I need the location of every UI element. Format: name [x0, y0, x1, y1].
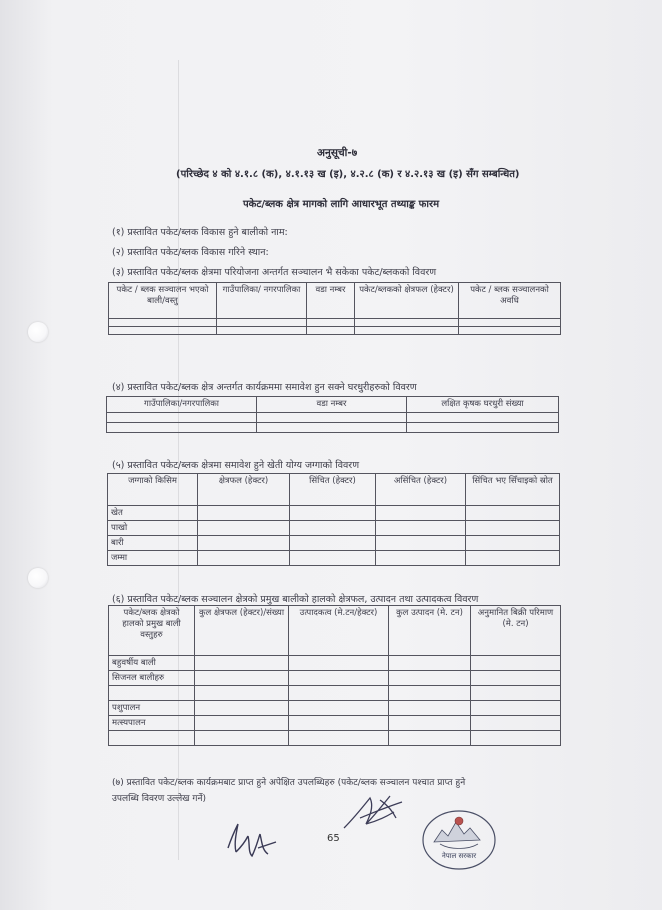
table6-header: पकेट/ब्लक क्षेत्रको हालको प्रमुख बाली वस्तुहरु	[109, 606, 195, 656]
table5-row-label: खेत	[108, 506, 198, 521]
table4-header: लक्षित कृषक घरधुरी संख्या	[407, 397, 559, 413]
table6-row-label: बहुवर्षीय बाली	[109, 656, 195, 671]
table-3-pocket-details	[108, 282, 561, 335]
table4-header: वडा नम्बर	[257, 397, 407, 413]
table5-header: सिंचित (हेक्टर)	[290, 474, 376, 506]
item-5: (५) प्रस्तावित पकेट/ब्लक क्षेत्रमा समावेश हुने खेती योग्य जग्गाको विवरण	[112, 460, 360, 471]
item-2: (२) प्रस्तावित पकेट/ब्लक विकास गरिने स्थान:	[112, 247, 269, 258]
seal-text: नेपाल सरकार	[441, 852, 477, 860]
table3-header: वडा नम्बर	[307, 283, 355, 319]
table5-header: असिंचित (हेक्टर)	[376, 474, 466, 506]
signature-left	[222, 818, 280, 862]
table6-header: कुल क्षेत्रफल (हेक्टर)/संख्या	[195, 606, 289, 656]
item-4: (४) प्रस्तावित पकेट/ब्लक क्षेत्र अन्तर्गत कार्यक्रममा समावेश हुन सक्ने घरधुरीहरुको विवरण	[112, 382, 417, 393]
page-number: 65	[327, 833, 340, 844]
item-7-line-1: (७) प्रस्तावित पकेट/ब्लक कार्यक्रमबाट प्राप्त हुने अपेक्षित उपलब्धिहरु (पकेट/ब्लक सञ्चालन पश्चात प्राप्त हुने	[112, 778, 466, 788]
table5-row-label: जम्मा	[108, 551, 198, 566]
table6-row-label: सिजनल बालीहरु	[109, 671, 195, 686]
annex-subtitle: (परिच्छेद ४ को ४.१.८ (क), ४.१.१३ ख (इ), ४.२.८ (क) र ४.२.१३ ख (इ) सँग सम्बन्धित)	[176, 169, 520, 180]
table6-header: उत्पादकत्व (मे.टन/हेक्टर)	[289, 606, 389, 656]
table3-header: पकेट / ब्लक सञ्चालन भएको बाली/वस्तु	[109, 283, 217, 319]
table-5-cultivable-land	[107, 473, 560, 566]
table3-header: गाउँपालिका/ नगरपालिका	[217, 283, 307, 319]
table5-header: क्षेत्रफल (हेक्टर)	[198, 474, 290, 506]
table6-row-label	[109, 731, 195, 746]
table5-row-label: बारी	[108, 536, 198, 551]
punch-hole-bottom	[28, 568, 48, 588]
table6-header: अनुमानित बिक्री परिमाण (मे. टन)	[471, 606, 561, 656]
table6-row-label: पशुपालन	[109, 701, 195, 716]
form-title: पकेट/ब्लक क्षेत्र मागको लागि आधारभूत तथ्याङ्क फारम	[243, 199, 440, 210]
table-6-crop-production	[108, 605, 561, 746]
table4-header: गाउँपालिका/नगरपालिका	[107, 397, 257, 413]
punch-hole-top	[28, 322, 48, 342]
item-3: (३) प्रस्तावित पकेट/ब्लक क्षेत्रमा परियोजना अन्तर्गत सञ्चालन भै सकेका पकेट/ब्लकको विवरण	[112, 267, 437, 278]
item-1: (१) प्रस्तावित पकेट/ब्लक विकास हुने बालीको नाम:	[112, 227, 288, 238]
table6-row-label: मत्स्यपालन	[109, 716, 195, 731]
item-6: (६) प्रस्तावित पकेट/ब्लक सञ्चालन क्षेत्रको प्रमुख बालीको हालको क्षेत्रफल, उत्पादन तथा उत्पादकत्व विवरण	[112, 594, 479, 605]
signature-center	[340, 788, 408, 838]
official-seal-emblem	[420, 808, 498, 872]
table5-header: जग्गाको किसिम	[108, 474, 198, 506]
table3-header: पकेट/ब्लकको क्षेत्रफल (हेक्टर)	[355, 283, 459, 319]
item-7-line-2: उपलब्धि विवरण उल्लेख गर्ने)	[112, 794, 206, 804]
annex-title: अनुसूची-७	[317, 147, 358, 159]
table6-header: कुल उत्पादन (मे. टन)	[389, 606, 471, 656]
table6-row-label	[109, 686, 195, 701]
table5-header: सिंचित भए सिँचाइको स्रोत	[466, 474, 560, 506]
table5-row-label: पाखो	[108, 521, 198, 536]
table-4-households	[106, 396, 559, 433]
table3-header: पकेट / ब्लक सञ्चालनको अवधि	[459, 283, 561, 319]
